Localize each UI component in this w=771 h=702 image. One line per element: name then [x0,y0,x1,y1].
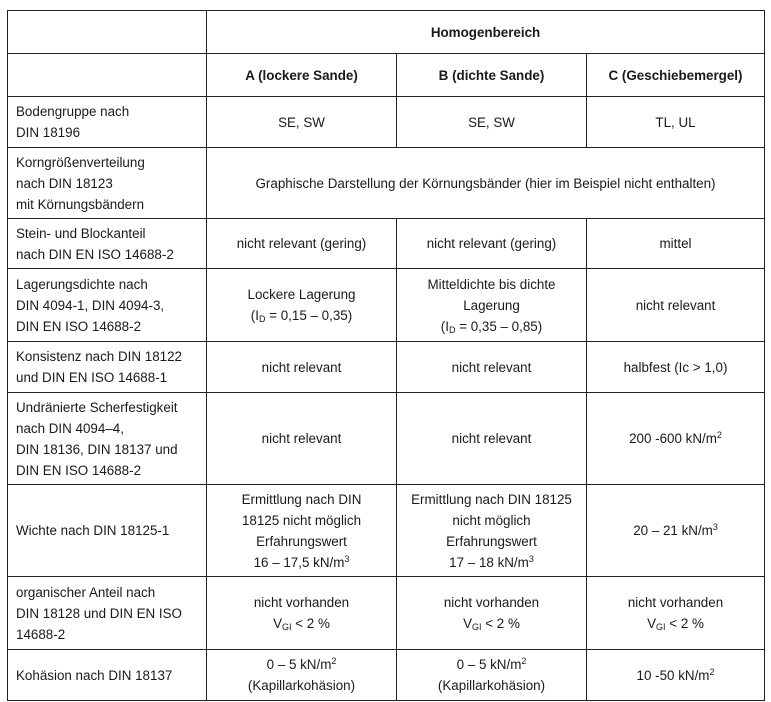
formula-text: 17 – 18 kN/m [449,554,529,570]
row-label: Undränierte Scherfestigkeit nach DIN 4094–4, DIN 18136, DIN 18137 und DIN EN ISO 14688-2 [8,393,207,485]
table-row [8,485,765,577]
cell-merged: Graphische Darstellung der Körnungsbänder (hier im Beispiel nicht enthalten) [207,148,765,219]
table-row [8,269,765,342]
homogenbereich-table [7,10,765,701]
subscript: D [448,324,456,335]
header-group-title: Homogenbereich [207,11,765,54]
cell-b: nicht relevant [397,393,587,485]
subscript: D [258,314,266,324]
cell-c: halbfest (Ic > 1,0) [587,342,765,393]
formula-text: V [647,616,657,631]
cell-c: nicht relevant [587,269,765,342]
superscript: 3 [712,522,718,532]
cell-a: nicht relevant [207,393,397,485]
cell-text: nicht vorhanden [443,595,540,610]
row-label: Stein- und Blockanteil nach DIN EN ISO 14688-2 [8,219,207,269]
cell-a: SE, SW [207,97,397,148]
cell-c [587,650,765,701]
cell-text: (Kapillarkohäsion) [247,678,356,693]
formula-text: = 0,35 – 0,85) [455,318,543,334]
cell-formula [213,552,390,573]
cell-text: Lockere Lagerung [247,287,356,302]
table-row [8,342,765,393]
formula-text: 16 – 17,5 kN/m [253,554,345,570]
cell-b [397,577,587,650]
cell-formula [213,654,390,675]
header-empty-cell [8,54,207,97]
superscript: 2 [331,656,337,666]
document-page [7,10,765,701]
cell-c [587,577,765,650]
cell-a: nicht relevant (gering) [207,219,397,269]
formula-text: V [463,616,473,631]
cell-formula [593,613,758,634]
row-label: Konsistenz nach DIN 18122 und DIN EN ISO 14688-1 [8,342,207,393]
cell-b: SE, SW [397,97,587,148]
formula-text: 20 – 21 kN/m [633,523,713,538]
cell-a [207,650,397,701]
header-row-group [8,11,765,54]
superscript: 2 [521,656,527,666]
table-row [8,219,765,269]
superscript: 3 [528,553,534,564]
formula-text: 10 -50 kN/m [636,667,710,683]
cell-formula [403,613,580,634]
header-row-columns [8,54,765,97]
table-row [8,148,765,219]
column-header-b: B (dichte Sande) [397,54,587,97]
column-header-c: C (Geschiebemergel) [587,54,765,97]
header-empty-cell [8,11,207,54]
formula-text: V [273,616,283,631]
table-row [8,97,765,148]
row-label: organischer Anteil nach DIN 18128 und DIN EN ISO 14688-2 [8,577,207,650]
table-row [8,393,765,485]
cell-b [397,485,587,577]
cell-b [397,650,587,701]
cell-formula [213,613,390,634]
cell-c [587,393,765,485]
table-row [8,650,765,701]
cell-b [397,269,587,342]
cell-text: (Kapillarkohäsion) [437,678,546,693]
superscript: 2 [709,666,715,677]
formula-text: (I [440,318,449,334]
formula-text: 0 – 5 kN/m [266,657,332,672]
formula-text: 200 -600 kN/m [629,431,717,446]
formula-text: < 2 % [665,616,704,631]
cell-text: nicht vorhanden [253,595,350,610]
table-row [8,577,765,650]
subscript: GI [472,622,482,632]
cell-formula [403,552,580,573]
subscript: GI [282,622,292,632]
cell-a: nicht relevant [207,342,397,393]
row-label: Bodengruppe nach DIN 18196 [8,97,207,148]
column-header-a: A (lockere Sande) [207,54,397,97]
formula-text: < 2 % [291,616,330,631]
cell-b: nicht relevant (gering) [397,219,587,269]
row-label: Lagerungsdichte nach DIN 4094-1, DIN 4094-3, DIN EN ISO 14688-2 [8,269,207,342]
cell-c: TL, UL [587,97,765,148]
superscript: 3 [344,553,350,564]
cell-text: Ermittlung nach DIN 18125 nicht möglich Erfahrungswert [241,491,362,549]
cell-text: Ermittlung nach DIN 18125 nicht möglich Erfahrungswert [411,491,572,549]
row-label: Korngrößenverteilung nach DIN 18123 mit Körnungsbändern [8,148,207,219]
cell-text: nicht vorhanden [627,595,724,610]
row-label: Wichte nach DIN 18125-1 [8,485,207,577]
cell-a [207,485,397,577]
formula-text: = 0,15 – 0,35) [265,308,353,323]
cell-formula [403,316,580,337]
cell-text: Mitteldichte bis dichte Lagerung [427,276,556,313]
formula-text: < 2 % [481,616,520,631]
cell-b: nicht relevant [397,342,587,393]
subscript: GI [656,622,666,632]
superscript: 2 [716,430,722,440]
cell-a [207,577,397,650]
cell-a [207,269,397,342]
formula-text: 0 – 5 kN/m [456,657,522,672]
cell-formula [403,654,580,675]
row-label: Kohäsion nach DIN 18137 [8,650,207,701]
formula-text: (I [250,308,259,323]
cell-c [587,485,765,577]
cell-c: mittel [587,219,765,269]
cell-formula [213,305,390,326]
